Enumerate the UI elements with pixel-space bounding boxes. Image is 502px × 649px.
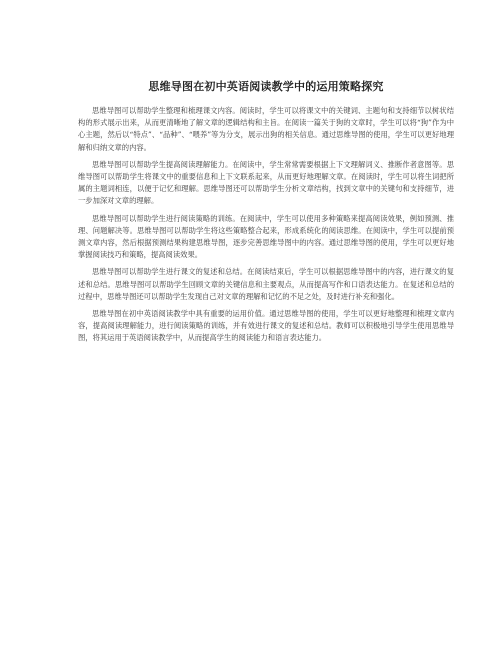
paragraph-3: 思维导图可以帮助学生进行阅读策略的训练。在阅读中，学生可以使用多种策略来提高阅读效果，例如预测、推理、问题解决等。思维导图可以帮助学生将这些策略整合起来，形成系统化的阅读思维。在阅读中，学生可以提前预测文章内容，然后根据预测结果构建思维导图，逐步完善思维导图中的内容。通过思维导图的使用，学生可以更好地掌握阅读技巧和策略，提高阅读效果。 <box>78 213 454 260</box>
document-title: 思维导图在初中英语阅读教学中的运用策略探究 <box>148 80 384 93</box>
paragraph-4: 思维导图可以帮助学生进行课文的复述和总结。在阅读结束后，学生可以根据思维导图中的内容，进行课文的复述和总结。思维导图可以帮助学生回顾文章的关键信息和主要观点，从而提高写作和口语表达能力。在复述和总结的过程中，思维导图还可以帮助学生发现自己对文章的理解和记忆的不足之处，及时进行补充和强化。 <box>78 267 454 301</box>
paragraph-2: 思维导图可以帮助学生提高阅读理解能力。在阅读中，学生常常需要根据上下文理解词义、推断作者意图等。思维导图可以帮助学生将课文中的重要信息和上下文联系起来，从而更好地理解文章。在阅读时，学生可以将生词把所属的主题词相连，以便于记忆和理解。思维导图还可以帮助学生分析文章结构，找到文章中的关键句和支持细节，进一步加深对文章的理解。 <box>78 159 454 206</box>
paragraph-5: 思维导图在初中英语阅读教学中具有重要的运用价值。通过思维导图的使用，学生可以更好地整理和梳理文章内容，提高阅读理解能力，进行阅读策略的训练，并有效进行课文的复述和总结。教师可以积极地引导学生使用思维导图，将其运用于英语阅读教学中，从而提高学生的阅读能力和语言表达能力。 <box>78 309 454 343</box>
paragraph-1: 思维导图可以帮助学生整理和梳理课文内容。阅读时，学生可以将课文中的关键词、主题句和支持细节以树状结构的形式展示出来，从而更清晰地了解文章的逻辑结构和主旨。在阅读一篇关于狗的文章时，学生可以将“狗”作为中心主题，然后以“特点”、“品种”、“喂养”等为分支，展示出狗的相关信息。通过思维导图的使用，学生可以更好地理解和归纳文章的内容。 <box>78 106 454 152</box>
